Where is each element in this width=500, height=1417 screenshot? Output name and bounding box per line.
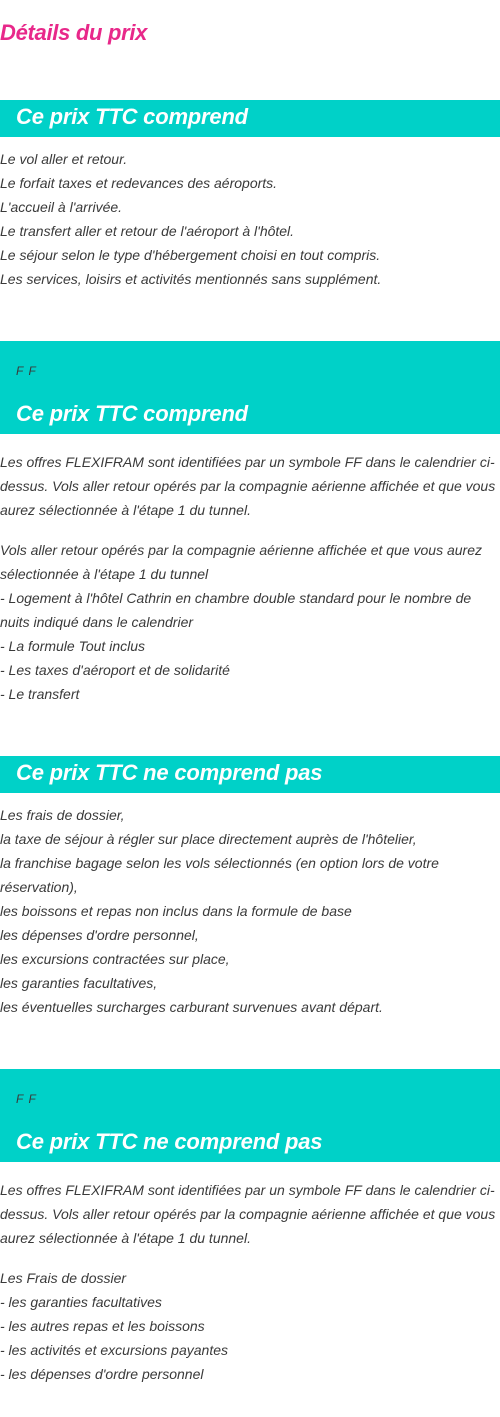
ff-includes-details [0, 538, 498, 706]
list-item: - les garanties facultatives [0, 1294, 162, 1310]
list-item: la franchise bagage selon les vols sélectionnés (en option lors de votre réservation), [0, 855, 439, 895]
list-item: les éventuelles surcharges carburant survenues avant départ. [0, 999, 383, 1015]
section-banner-ff-includes [0, 341, 500, 434]
list-item: Les services, loisirs et activités mentionnés sans supplément. [0, 271, 382, 287]
list-item: - les activités et excursions payantes [0, 1342, 228, 1358]
section-banner-excludes [0, 756, 500, 793]
list-item: la taxe de séjour à régler sur place directement auprès de l'hôtelier, [0, 831, 417, 847]
list-item: Le séjour selon le type d'hébergement choisi en tout compris. [0, 247, 381, 263]
list-item: les boissons et repas non inclus dans la formule de base [0, 903, 352, 919]
list-item: Le vol aller et retour. [0, 151, 128, 167]
list-item: - La formule Tout inclus [0, 638, 145, 654]
list-item: L'accueil à l'arrivée. [0, 199, 123, 215]
list-item: Les frais de dossier, [0, 807, 125, 823]
list-item: Le forfait taxes et redevances des aéroports. [0, 175, 278, 191]
list-item: - les autres repas et les boissons [0, 1318, 205, 1334]
list-item: - Le transfert [0, 686, 80, 702]
ff-intro-text: Les offres FLEXIFRAM sont identifiées par un symbole FF dans le calendrier ci-dessus. Vols aller retour opérés par la compagnie aérienne affichée et que vous aurez sélectionnée à l'étape 1 du tunnel. [0, 454, 496, 518]
list-item: Le transfert aller et retour de l'aéroport à l'hôtel. [0, 223, 295, 239]
list-item: - Logement à l'hôtel Cathrin en chambre double standard pour le nombre de nuits indiqué dans le calendrier [0, 590, 472, 630]
section-heading: Ce prix TTC comprend [16, 401, 248, 426]
list-item: les dépenses d'ordre personnel, [0, 927, 199, 943]
list-item: - les dépenses d'ordre personnel [0, 1366, 204, 1382]
ff-badge: F F [16, 364, 37, 378]
list-item: les garanties facultatives, [0, 975, 158, 991]
includes-list [0, 147, 500, 291]
list-item: - Les taxes d'aéroport et de solidarité [0, 662, 230, 678]
section-banner-ff-excludes [0, 1069, 500, 1162]
section-banner-includes [0, 100, 500, 137]
ff-intro-text: Les offres FLEXIFRAM sont identifiées par un symbole FF dans le calendrier ci-dessus. Vols aller retour opérés par la compagnie aérienne affichée et que vous aurez sélectionnée à l'étape 1 du tunnel. [0, 1182, 496, 1246]
page-title: Détails du prix [0, 20, 148, 45]
section-heading: Ce prix TTC comprend [16, 104, 248, 129]
excludes-list [0, 803, 498, 1019]
ff-excludes-list [0, 1266, 500, 1386]
ff-details-text: Vols aller retour opérés par la compagnie aérienne affichée et que vous aurez sélectionnée à l'étape 1 du tunnel [0, 542, 482, 582]
section-heading: Ce prix TTC ne comprend pas [16, 1129, 323, 1154]
list-item: Les Frais de dossier [0, 1270, 127, 1286]
ff-badge: F F [16, 1092, 37, 1106]
section-heading: Ce prix TTC ne comprend pas [16, 760, 323, 785]
list-item: les excursions contractées sur place, [0, 951, 230, 967]
